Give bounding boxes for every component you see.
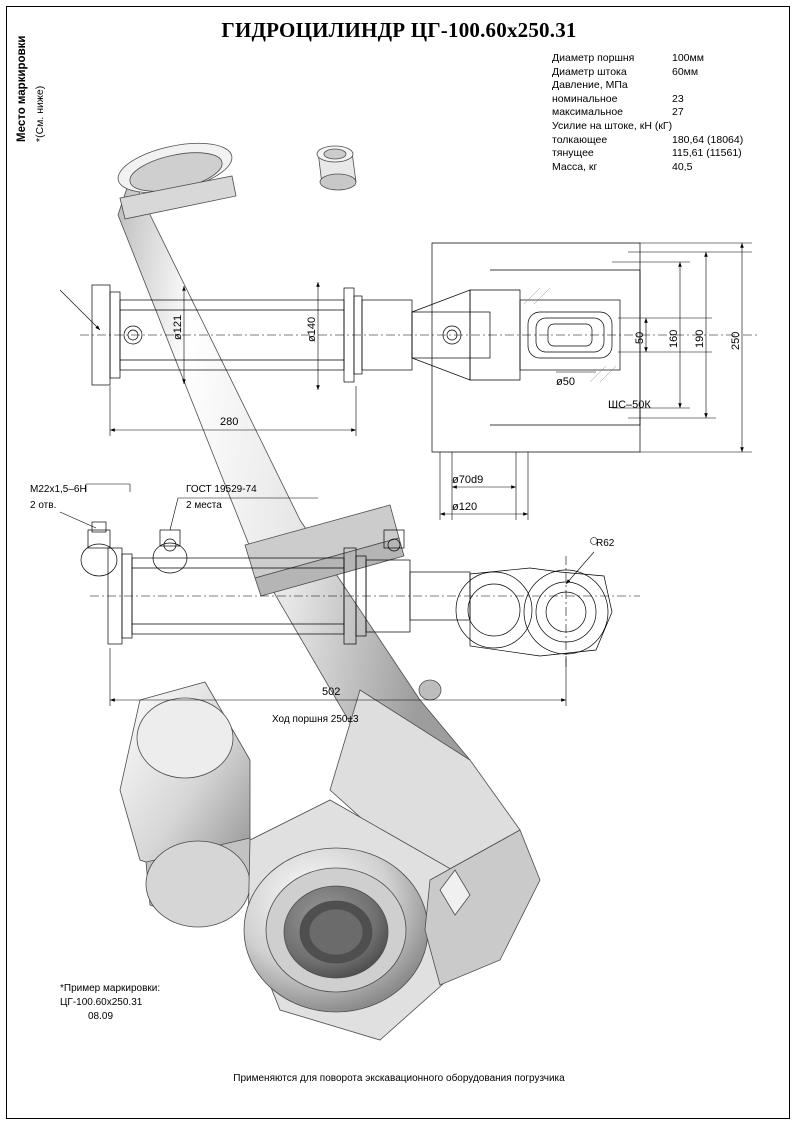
spec-label: тянущее (552, 147, 594, 160)
spec-value: 115,61 (11561) (672, 147, 742, 160)
dim-160: 160 (668, 329, 680, 348)
label-stroke: Ход поршня 250±3 (272, 714, 359, 725)
spec-value: 23 (672, 92, 684, 105)
spec-label: Диаметр поршня (552, 52, 635, 64)
marking-pointer (60, 290, 100, 330)
callout-places: 2 места (186, 500, 222, 511)
dim-d140: ø140 (306, 316, 318, 342)
dim-280: 280 (220, 416, 239, 428)
dim-d121: ø121 (172, 314, 184, 340)
dim-d70d9: ø70d9 (452, 474, 484, 486)
callout-thread: M22х1,5–6H (30, 484, 87, 495)
dim-502: 502 (322, 686, 341, 698)
dim-190: 190 (694, 329, 706, 348)
label-bearing: ШС–50К (608, 399, 651, 411)
spec-label: номинальное (552, 92, 618, 105)
marking-example-line1: *Пример маркировки: (60, 983, 161, 994)
spec-value: 180,64 (18064) (672, 133, 744, 146)
dim-d120: ø120 (452, 501, 478, 513)
dim-50: 50 (634, 331, 646, 344)
spec-value: 40,5 (672, 160, 693, 173)
footer-note: Применяются для поворота экскавационного оборудования погрузчика (233, 1073, 565, 1084)
dim-d50: ø50 (556, 376, 575, 388)
dim-250: 250 (730, 331, 742, 350)
spec-value: 27 (672, 106, 684, 119)
spec-value: 100мм (672, 52, 704, 64)
spec-label: Давление, МПа (552, 79, 628, 92)
page-title: ГИДРОЦИЛИНДР ЦГ-100.60х250.31 (221, 18, 577, 42)
spec-label: Усилие на штоке, кН (кГ) (552, 119, 673, 132)
callout-r62: R62 (596, 538, 615, 549)
spec-label: толкающее (552, 133, 608, 146)
marking-label-line1: Место маркировки (16, 35, 28, 142)
marking-label-line2: *(См. ниже) (34, 85, 46, 142)
spec-label: Диаметр штока (552, 65, 627, 78)
marking-example-line2: ЦГ-100.60х250.31 (60, 997, 143, 1008)
spec-label: Масса, кг (552, 160, 598, 173)
callout-gost: ГОСТ 19529-74 (186, 484, 257, 495)
spec-value: 60мм (672, 65, 699, 78)
isometric-cylinder-view (114, 134, 540, 1040)
spec-label: максимальное (552, 106, 624, 119)
callout-holes: 2 отв. (30, 500, 57, 511)
marking-example-line3: 08.09 (88, 1011, 114, 1022)
